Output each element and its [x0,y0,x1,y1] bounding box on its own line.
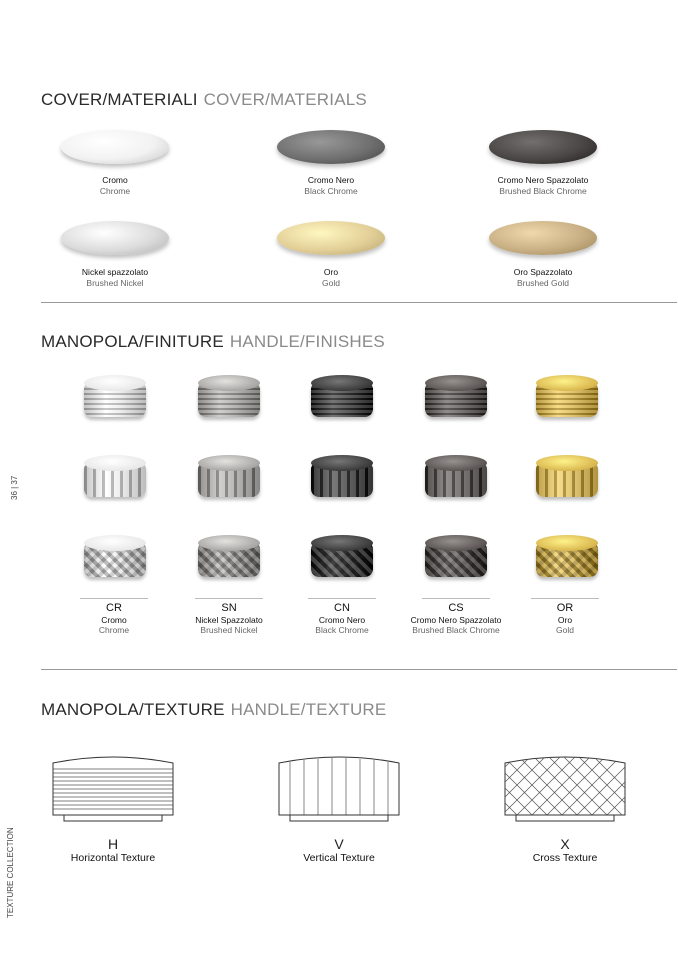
cover-swatch-oro [277,221,385,255]
handle-knob-cross-cn [311,535,373,579]
cover-swatch-cromo-nero [277,130,385,164]
knob-top [311,375,373,391]
finishes-title-en: HANDLE/FINISHES [229,332,385,351]
finish-rule [195,598,263,599]
finish-rule [531,598,599,599]
finish-label-it: Oro [557,614,573,625]
collection-label: TEXTURE COLLECTION [6,827,15,918]
finish-label-it: Nickel Spazzolato [195,614,263,625]
textures-title-it: MANOPOLA/TEXTURE [41,700,225,719]
finish-label-en: Brushed Black Chrome [412,625,500,635]
knob-top [425,375,487,391]
handle-knob-horizontal-or [536,375,598,419]
finish-code: CR [106,602,122,614]
cover-label-en: Chrome [99,186,131,196]
finish-label-en: Gold [556,625,574,635]
texture-name: Cross Texture [532,852,598,864]
texture-caption [33,836,193,864]
finish-label-en: Brushed Nickel [200,625,258,635]
cover-label-it: Cromo Nero Spazzolato [497,175,589,185]
finish-code: CS [448,602,464,614]
handle-knob-cross-cs [425,535,487,579]
finish-caption [174,598,284,636]
covers-title-it: COVER/MATERIALI [41,90,198,109]
knob-top [536,535,598,551]
texture-code: V [334,836,344,852]
handle-knob-horizontal-sn [198,375,260,419]
finishes-title [41,332,385,352]
cover-label-en: Brushed Black Chrome [499,186,587,196]
cover-caption [251,175,411,197]
texture-caption [259,836,419,864]
knob-top [311,455,373,471]
vertical-texture-drawing [276,753,402,823]
section-divider [41,669,677,670]
cover-caption [463,267,623,289]
knob-top [198,375,260,391]
finish-label-it: Cromo Nero [318,614,366,625]
cover-label-en: Brushed Nickel [86,278,144,288]
handle-knob-cross-cr [84,535,146,579]
knob-top [198,455,260,471]
knob-top [311,535,373,551]
knob-top [425,455,487,471]
cover-label-it: Nickel spazzolato [81,267,149,277]
cover-label-it: Cromo Nero [307,175,355,185]
knob-top [84,455,146,471]
finish-label-it: Cromo Nero Spazzolato [410,614,502,625]
finish-rule [422,598,490,599]
finish-caption [287,598,397,636]
knob-top [536,455,598,471]
horizontal-texture-drawing [50,753,176,823]
cover-caption [35,175,195,197]
cover-label-en: Gold [322,278,340,288]
cover-swatch-cromo [61,130,169,164]
knob-top [84,535,146,551]
cover-swatch-cromo-nero-spazzolato [489,130,597,164]
handle-knob-horizontal-cs [425,375,487,419]
cover-label-en: Brushed Gold [517,278,569,288]
handle-knob-vertical-cr [84,455,146,499]
handle-knob-cross-sn [198,535,260,579]
handle-knob-horizontal-cn [311,375,373,419]
texture-code: X [560,836,570,852]
handle-knob-vertical-sn [198,455,260,499]
finish-caption [510,598,620,636]
texture-name: Horizontal Texture [70,852,156,864]
finish-rule [308,598,376,599]
finish-caption [401,598,511,636]
textures-title [41,700,386,720]
finish-code: CN [334,602,350,614]
texture-name: Vertical Texture [303,852,375,864]
handle-knob-vertical-or [536,455,598,499]
cover-label-it: Cromo [102,175,128,185]
finish-rule [80,598,148,599]
covers-title-en: COVER/MATERIALS [203,90,367,109]
knob-top [425,535,487,551]
cover-caption [463,175,623,197]
cover-label-en: Black Chrome [304,186,358,196]
handle-knob-vertical-cs [425,455,487,499]
knob-top [198,535,260,551]
texture-caption [485,836,645,864]
knob-top [84,375,146,391]
finish-code: OR [556,602,574,614]
page-numbers: 36 | 37 [10,475,19,500]
cross-texture-drawing [502,753,628,823]
cover-label-it: Oro Spazzolato [513,267,573,277]
finish-label-en: Chrome [98,625,130,635]
textures-title-en: HANDLE/TEXTURE [230,700,387,719]
finish-label-it: Cromo [101,614,127,625]
cover-swatch-oro-spazzolato [489,221,597,255]
covers-title [41,90,367,110]
cover-caption [35,267,195,289]
texture-code: H [107,836,119,852]
cover-caption [251,267,411,289]
knob-top [536,375,598,391]
finish-code: SN [221,602,237,614]
finish-caption [59,598,169,636]
section-divider [41,302,677,303]
cover-swatch-nickel-spazzolato [61,221,169,255]
handle-knob-vertical-cn [311,455,373,499]
finish-label-en: Black Chrome [315,625,369,635]
handle-knob-horizontal-cr [84,375,146,419]
handle-knob-cross-or [536,535,598,579]
finishes-title-it: MANOPOLA/FINITURE [41,332,224,351]
cover-label-it: Oro [323,267,339,277]
